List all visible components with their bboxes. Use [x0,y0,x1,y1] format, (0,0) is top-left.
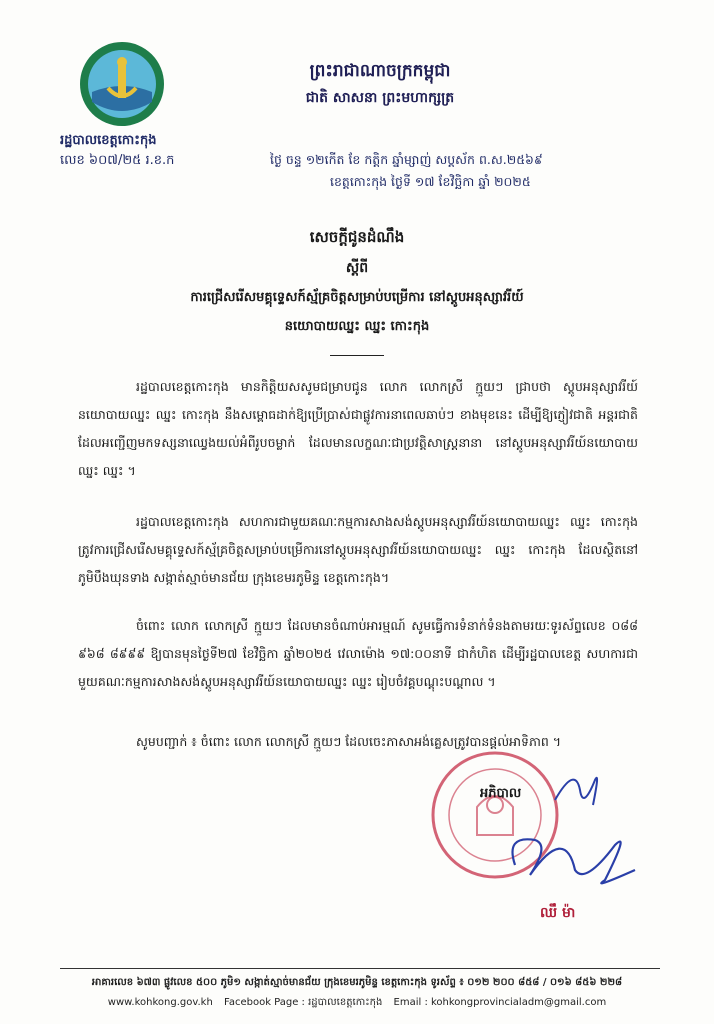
notice-subject-line1: ការជ្រើសរើសមគ្គុទ្ទេសក៍ស្ម័គ្រចិត្តសម្រាប់បម្រើការ នៅស្តូបអនុស្សាវរីយ៍ [190,290,524,305]
notice-subject-line2: នយោបាយឈ្នះ ឈ្នះ កោះកុង [284,319,430,334]
body-paragraph-4: សូមបញ្ជាក់ ៖ ចំពោះ លោក លោកស្រី ក្មួយៗ ដែលចេះភាសាអង់គ្លេសត្រូវបានផ្តល់អាទិភាព ។ [136,734,562,749]
lunar-date: ថ្ងៃ ចន្ទ ១២កើត ខែ កត្ដិក ឆ្នាំម្សាញ់ សប្តស័ក ព.ស.២៥៦៩ [270,152,543,167]
initial-signature [545,760,625,820]
footer-email: Email : kohkongprovincialadm@gmail.com [393,997,607,1008]
footer-address: អាគារលេខ ៦៧៣ ផ្លូវលេខ ៥០០ ភូមិ១ សង្កាត់ស្មាច់មានជ័យ ក្រុងខេមរភូមិន្ទ ខេត្តកោះកុង ទូរស័ព្ទ ៖ ០១២ ២០០ ៨៥៨ / ០១៦ ៨៥៦ ២២៨ [91,977,623,988]
body-paragraph-3: ចំពោះ លោក លោកស្រី ក្មួយៗ ដែលមានចំណាប់អារម្មណ៍ សូមធ្វើការទំនាក់ទំនងតាមរយៈទូរស័ព្ទលេខ ០៨៨ ៩៦៨ ៨៩៩៩ ឱ្យបានមុនថ្ងៃទី២៧ ខែវិច្ឆិកា ឆ្នាំ២០២៥ វេលាម៉ោង ១៧:០០នាទី ជាកំហិត ដើម្បីរដ្ឋបាលខេត្ត សហការជាមួយគណៈកម្មការសាងសង់ស្តូបអនុស្សាវរីយ៍នយោបាយឈ្នះ ឈ្នះ រៀបចំវគ្គបណ្តុះបណ្តាល ។ [78,618,638,689]
reference-number: លេខ ៦០៧/២៥ រ.ខ.ក [60,153,175,168]
kingdom-title: ព្រះរាជាណាចក្រកម្ពុជា [309,61,451,81]
provincial-emblem-logo [78,40,166,128]
notice-re: ស្តីពី [345,260,369,276]
footer-facebook: Facebook Page : រដ្ឋបាលខេត្តកោះកុង [224,997,383,1008]
title-divider [330,355,384,356]
body-paragraph-1: រដ្ឋបាលខេត្តកោះកុង មានកិត្តិយសសូមជម្រាបជូន លោក លោកស្រី ក្មួយៗ ជ្រាបថា ស្តូបអនុស្សាវរីយ៍នយោបាយឈ្នះ ឈ្នះ កោះកុង នឹងសម្ពោធដាក់ឱ្យប្រើប្រាស់ជាផ្លូវការនាពេលឆាប់ៗ ខាងមុខនេះ ដើម្បីឱ្យភ្ញៀវជាតិ អន្តរជាតិ ដែលអញ្ជើញមកទស្សនាឈ្វេងយល់អំពីរូបចម្លាក់ ដែលមានលក្ខណៈជាប្រវត្តិសាស្ត្រនានា នៅស្តូបអនុស្សាវរីយ៍នយោបាយឈ្នះ ឈ្នះ ។ [78,379,638,478]
governor-signature [495,815,645,895]
solar-date: ខេត្តកោះកុង ថ្ងៃទី ១៧ ខែវិច្ឆិកា ឆ្នាំ ២០២៥ [330,174,531,189]
national-motto: ជាតិ សាសនា ព្រះមហាក្សត្រ [305,90,455,106]
signatory-name: ឈឹ ម៉ា [540,905,576,921]
notice-title: សេចក្តីជូនដំណឹង [309,228,405,246]
footer-divider [60,968,660,969]
body-paragraph-2: រដ្ឋបាលខេត្តកោះកុង សហការជាមួយគណៈកម្មការសាងសង់ស្តូបអនុស្សាវរីយ៍នយោបាយឈ្នះ ឈ្នះ កោះកុង ត្រូវការជ្រើសរើសមគ្គុទ្ទេសក៍ស្ម័គ្រចិត្តសម្រាប់បម្រើការនៅស្តូបអនុស្សាវរីយ៍នយោបាយឈ្នះ ឈ្នះ កោះកុង ដែលស្ថិតនៅភូមិបឹងឃុនទាង សង្កាត់ស្មាច់មានជ័យ ក្រុងខេមរភូមិន្ទ ខេត្តកោះកុង។ [78,514,638,585]
footer-website: www.kohkong.gov.kh [107,997,213,1008]
footer-contacts [0,995,714,1010]
issuing-authority: រដ្ឋបាលខេត្តកោះកុង [60,133,157,148]
signatory-title: អភិបាល [480,786,522,801]
